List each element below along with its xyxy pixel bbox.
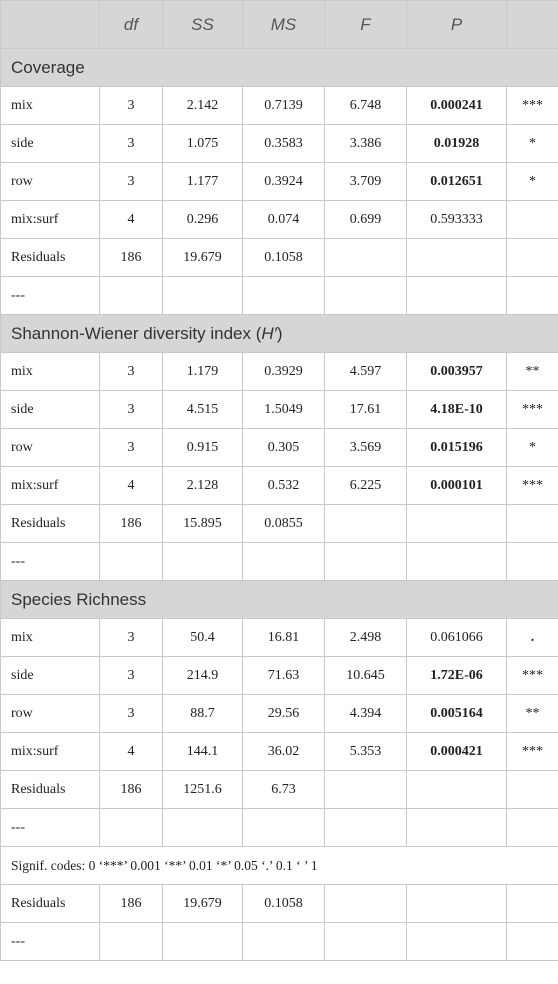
cell-f bbox=[325, 277, 407, 315]
cell-df: 186 bbox=[100, 885, 163, 923]
header-cell-signif bbox=[507, 1, 558, 49]
cell-ms: 0.532 bbox=[243, 467, 325, 505]
cell-ms: 1.5049 bbox=[243, 391, 325, 429]
table-row bbox=[1, 923, 558, 961]
cell-term: mix:surf bbox=[1, 733, 100, 771]
table-row bbox=[1, 201, 558, 239]
cell-term: Residuals bbox=[1, 771, 100, 809]
signif-codes-note: Signif. codes: 0 ‘***’ 0.001 ‘**’ 0.01 ‘*’ 0.05 ‘.’ 0.1 ‘ ’ 1 bbox=[1, 847, 558, 885]
cell-df: 186 bbox=[100, 771, 163, 809]
cell-ms: 71.63 bbox=[243, 657, 325, 695]
cell-term: --- bbox=[1, 923, 100, 961]
cell-ss: 1.179 bbox=[163, 353, 243, 391]
cell-ss: 1.075 bbox=[163, 125, 243, 163]
cell-p bbox=[407, 543, 507, 581]
cell-p: 0.593333 bbox=[407, 201, 507, 239]
cell-df: 4 bbox=[100, 467, 163, 505]
section-label: Shannon-Wiener diversity index ( bbox=[11, 323, 262, 343]
cell-ss: 1.177 bbox=[163, 163, 243, 201]
cell-ss: 19.679 bbox=[163, 885, 243, 923]
cell-f bbox=[325, 809, 407, 847]
header-cell-ss: SS bbox=[163, 1, 243, 49]
cell-ss: 0.296 bbox=[163, 201, 243, 239]
signif-codes-row bbox=[1, 847, 558, 885]
cell-term: mix:surf bbox=[1, 201, 100, 239]
cell-ss bbox=[163, 923, 243, 961]
section-header-shannon bbox=[1, 315, 558, 353]
header-cell-term bbox=[1, 1, 100, 49]
cell-term: side bbox=[1, 125, 100, 163]
cell-signif bbox=[507, 505, 558, 543]
cell-signif bbox=[507, 885, 558, 923]
cell-signif: ** bbox=[507, 695, 558, 733]
cell-df: 3 bbox=[100, 429, 163, 467]
table-row bbox=[1, 543, 558, 581]
cell-ms: 29.56 bbox=[243, 695, 325, 733]
cell-df bbox=[100, 277, 163, 315]
table-row bbox=[1, 391, 558, 429]
cell-ms: 0.3929 bbox=[243, 353, 325, 391]
cell-f: 0.699 bbox=[325, 201, 407, 239]
cell-p: 0.003957 bbox=[407, 353, 507, 391]
cell-term: mix:surf bbox=[1, 467, 100, 505]
table-row bbox=[1, 277, 558, 315]
cell-p: 4.18E-10 bbox=[407, 391, 507, 429]
cell-p bbox=[407, 809, 507, 847]
cell-signif: * bbox=[507, 429, 558, 467]
cell-df: 3 bbox=[100, 353, 163, 391]
cell-ss: 2.142 bbox=[163, 87, 243, 125]
header-cell-df: df bbox=[100, 1, 163, 49]
section-symbol: H′ bbox=[261, 323, 277, 343]
cell-f bbox=[325, 885, 407, 923]
table-body bbox=[1, 49, 558, 961]
cell-signif: * bbox=[507, 163, 558, 201]
cell-p bbox=[407, 277, 507, 315]
cell-f: 6.748 bbox=[325, 87, 407, 125]
cell-p: 0.015196 bbox=[407, 429, 507, 467]
cell-df: 3 bbox=[100, 657, 163, 695]
cell-ss: 144.1 bbox=[163, 733, 243, 771]
cell-f: 4.394 bbox=[325, 695, 407, 733]
cell-f: 10.645 bbox=[325, 657, 407, 695]
table-row bbox=[1, 771, 558, 809]
cell-ms: 0.3924 bbox=[243, 163, 325, 201]
cell-ss: 0.915 bbox=[163, 429, 243, 467]
cell-term: --- bbox=[1, 809, 100, 847]
cell-signif bbox=[507, 923, 558, 961]
section-label: Species Richness bbox=[11, 589, 147, 609]
cell-ms: 0.3583 bbox=[243, 125, 325, 163]
cell-p: 0.000421 bbox=[407, 733, 507, 771]
cell-ms: 6.73 bbox=[243, 771, 325, 809]
section-label-suffix: ) bbox=[276, 323, 283, 343]
table-row bbox=[1, 733, 558, 771]
cell-ss: 4.515 bbox=[163, 391, 243, 429]
header-row bbox=[1, 1, 558, 49]
table-row bbox=[1, 125, 558, 163]
cell-ss: 19.679 bbox=[163, 239, 243, 277]
cell-f bbox=[325, 923, 407, 961]
cell-term: row bbox=[1, 429, 100, 467]
cell-df: 3 bbox=[100, 695, 163, 733]
cell-p bbox=[407, 771, 507, 809]
cell-ss: 88.7 bbox=[163, 695, 243, 733]
cell-df bbox=[100, 543, 163, 581]
cell-df: 3 bbox=[100, 391, 163, 429]
cell-ss: 2.128 bbox=[163, 467, 243, 505]
cell-ss: 15.895 bbox=[163, 505, 243, 543]
cell-signif bbox=[507, 809, 558, 847]
cell-ms: 0.7139 bbox=[243, 87, 325, 125]
cell-ms: 0.305 bbox=[243, 429, 325, 467]
cell-ms bbox=[243, 923, 325, 961]
cell-f bbox=[325, 505, 407, 543]
cell-df: 186 bbox=[100, 239, 163, 277]
table-row bbox=[1, 885, 558, 923]
cell-f bbox=[325, 239, 407, 277]
cell-ms bbox=[243, 809, 325, 847]
cell-df bbox=[100, 809, 163, 847]
cell-f: 4.597 bbox=[325, 353, 407, 391]
table-row bbox=[1, 239, 558, 277]
cell-df: 4 bbox=[100, 201, 163, 239]
table-row bbox=[1, 619, 558, 657]
cell-term: --- bbox=[1, 277, 100, 315]
cell-signif: ** bbox=[507, 353, 558, 391]
section-title bbox=[1, 581, 558, 619]
cell-ms bbox=[243, 277, 325, 315]
cell-ss bbox=[163, 277, 243, 315]
cell-p: 0.01928 bbox=[407, 125, 507, 163]
cell-f: 17.61 bbox=[325, 391, 407, 429]
cell-f: 5.353 bbox=[325, 733, 407, 771]
cell-p bbox=[407, 239, 507, 277]
header-cell-f: F bbox=[325, 1, 407, 49]
cell-p: 0.000241 bbox=[407, 87, 507, 125]
cell-ms: 0.0855 bbox=[243, 505, 325, 543]
table-row bbox=[1, 429, 558, 467]
cell-p bbox=[407, 885, 507, 923]
cell-signif: * bbox=[507, 125, 558, 163]
cell-p bbox=[407, 505, 507, 543]
cell-signif bbox=[507, 239, 558, 277]
cell-p: 0.000101 bbox=[407, 467, 507, 505]
cell-f bbox=[325, 543, 407, 581]
cell-term: row bbox=[1, 163, 100, 201]
cell-ss bbox=[163, 543, 243, 581]
cell-f: 3.709 bbox=[325, 163, 407, 201]
cell-p: 1.72E-06 bbox=[407, 657, 507, 695]
header-cell-p: P bbox=[407, 1, 507, 49]
cell-term: row bbox=[1, 695, 100, 733]
cell-term: side bbox=[1, 657, 100, 695]
table-row bbox=[1, 809, 558, 847]
table-row bbox=[1, 505, 558, 543]
cell-term: --- bbox=[1, 543, 100, 581]
cell-signif bbox=[507, 771, 558, 809]
cell-ms: 0.1058 bbox=[243, 885, 325, 923]
table-row bbox=[1, 467, 558, 505]
cell-signif: *** bbox=[507, 657, 558, 695]
cell-ss bbox=[163, 809, 243, 847]
section-header-coverage bbox=[1, 49, 558, 87]
cell-ms: 0.1058 bbox=[243, 239, 325, 277]
cell-df bbox=[100, 923, 163, 961]
cell-term: Residuals bbox=[1, 885, 100, 923]
cell-ss: 1251.6 bbox=[163, 771, 243, 809]
cell-term: mix bbox=[1, 87, 100, 125]
cell-term: side bbox=[1, 391, 100, 429]
cell-df: 3 bbox=[100, 163, 163, 201]
header-cell-ms: MS bbox=[243, 1, 325, 49]
section-title bbox=[1, 315, 558, 353]
cell-term: Residuals bbox=[1, 239, 100, 277]
cell-signif bbox=[507, 543, 558, 581]
cell-signif bbox=[507, 277, 558, 315]
cell-p: 0.005164 bbox=[407, 695, 507, 733]
section-title bbox=[1, 49, 558, 87]
cell-signif: . bbox=[507, 619, 558, 657]
cell-ms: 16.81 bbox=[243, 619, 325, 657]
table-row bbox=[1, 657, 558, 695]
cell-ss: 214.9 bbox=[163, 657, 243, 695]
cell-signif: *** bbox=[507, 391, 558, 429]
table-row bbox=[1, 87, 558, 125]
cell-ms bbox=[243, 543, 325, 581]
table-row bbox=[1, 695, 558, 733]
cell-f bbox=[325, 771, 407, 809]
cell-ms: 36.02 bbox=[243, 733, 325, 771]
cell-term: mix bbox=[1, 353, 100, 391]
cell-df: 3 bbox=[100, 619, 163, 657]
cell-ss: 50.4 bbox=[163, 619, 243, 657]
cell-df: 186 bbox=[100, 505, 163, 543]
cell-signif: *** bbox=[507, 467, 558, 505]
cell-signif: *** bbox=[507, 87, 558, 125]
cell-df: 3 bbox=[100, 87, 163, 125]
section-header-richness bbox=[1, 581, 558, 619]
cell-f: 3.386 bbox=[325, 125, 407, 163]
cell-f: 2.498 bbox=[325, 619, 407, 657]
cell-ms: 0.074 bbox=[243, 201, 325, 239]
cell-signif: *** bbox=[507, 733, 558, 771]
cell-f: 6.225 bbox=[325, 467, 407, 505]
cell-p: 0.012651 bbox=[407, 163, 507, 201]
cell-p: 0.061066 bbox=[407, 619, 507, 657]
section-label: Coverage bbox=[11, 57, 85, 77]
cell-df: 4 bbox=[100, 733, 163, 771]
cell-p bbox=[407, 923, 507, 961]
cell-term: mix bbox=[1, 619, 100, 657]
table-row bbox=[1, 353, 558, 391]
cell-f: 3.569 bbox=[325, 429, 407, 467]
cell-term: Residuals bbox=[1, 505, 100, 543]
cell-df: 3 bbox=[100, 125, 163, 163]
cell-signif bbox=[507, 201, 558, 239]
table-row bbox=[1, 163, 558, 201]
